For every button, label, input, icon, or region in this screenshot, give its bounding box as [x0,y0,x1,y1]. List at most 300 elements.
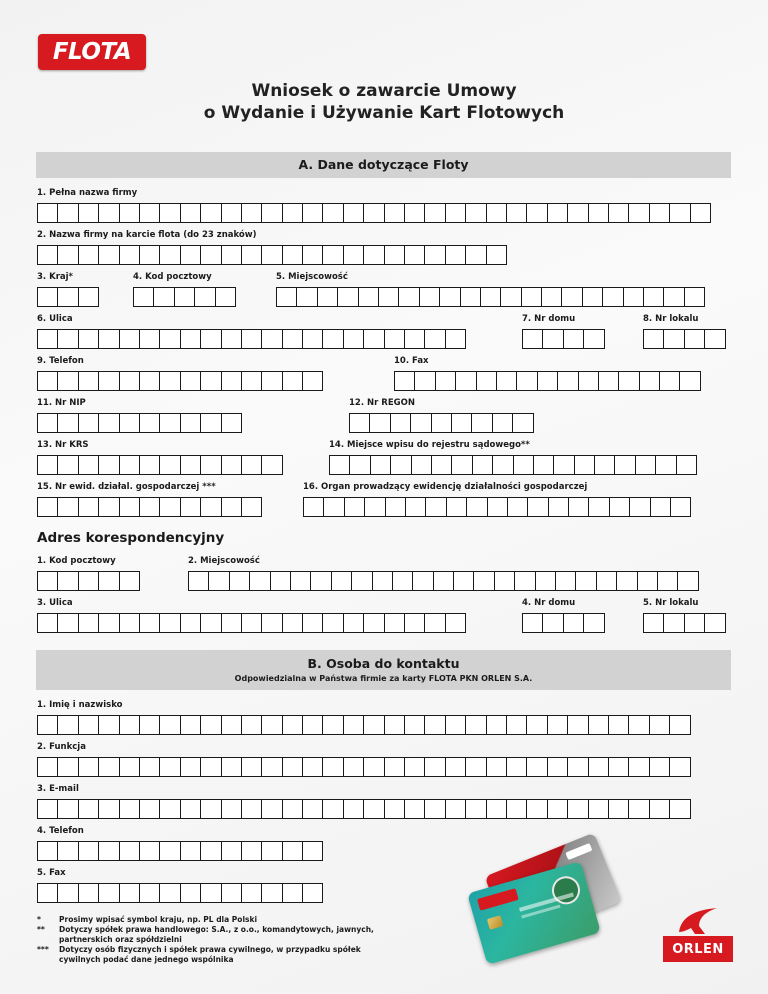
char-box[interactable] [282,757,303,777]
char-box[interactable] [37,883,58,903]
char-box[interactable] [261,757,282,777]
char-box[interactable] [486,203,507,223]
char-box[interactable] [98,455,119,475]
char-box[interactable] [180,413,201,433]
char-box[interactable] [643,287,664,307]
char-box[interactable] [57,841,78,861]
field-card-company-name[interactable] [37,245,507,265]
field-phone[interactable] [37,371,323,391]
char-box[interactable] [506,799,527,819]
char-box[interactable] [139,497,160,517]
char-box[interactable] [180,799,201,819]
char-box[interactable] [446,497,467,517]
char-box[interactable] [507,497,528,517]
char-box[interactable] [322,757,343,777]
char-box[interactable] [404,203,425,223]
char-box[interactable] [639,371,660,391]
char-box[interactable] [221,245,242,265]
char-box[interactable] [119,571,140,591]
char-box[interactable] [670,497,691,517]
char-box[interactable] [512,413,533,433]
char-box[interactable] [139,413,160,433]
char-box[interactable] [139,883,160,903]
char-box[interactable] [514,571,535,591]
char-box[interactable] [159,371,180,391]
char-box[interactable] [261,371,282,391]
field-krs[interactable] [37,455,283,475]
char-box[interactable] [78,613,99,633]
char-box[interactable] [602,287,623,307]
char-box[interactable] [659,371,680,391]
char-box[interactable] [78,287,99,307]
char-box[interactable] [500,287,521,307]
char-box[interactable] [98,841,119,861]
char-box[interactable] [343,329,364,349]
char-box[interactable] [486,715,507,735]
char-box[interactable] [568,497,589,517]
char-box[interactable] [139,757,160,777]
char-box[interactable] [404,613,425,633]
char-box[interactable] [241,329,262,349]
char-box[interactable] [221,371,242,391]
char-box[interactable] [159,883,180,903]
char-box[interactable] [526,715,547,735]
field-corr-house-number[interactable] [522,613,605,633]
char-box[interactable] [677,571,698,591]
char-box[interactable] [78,455,99,475]
char-box[interactable] [221,613,242,633]
field-registry-authority[interactable] [303,497,691,517]
char-box[interactable] [200,715,221,735]
char-box[interactable] [221,715,242,735]
char-box[interactable] [200,757,221,777]
char-box[interactable] [547,799,568,819]
char-box[interactable] [527,497,548,517]
char-box[interactable] [119,329,140,349]
char-box[interactable] [302,883,323,903]
char-box[interactable] [649,203,670,223]
field-contact-function[interactable] [37,757,691,777]
char-box[interactable] [37,413,58,433]
char-box[interactable] [453,571,474,591]
char-box[interactable] [78,413,99,433]
char-box[interactable] [390,455,411,475]
char-box[interactable] [451,413,472,433]
char-box[interactable] [567,715,588,735]
char-box[interactable] [594,455,615,475]
char-box[interactable] [445,203,466,223]
char-box[interactable] [690,203,711,223]
char-box[interactable] [425,497,446,517]
char-box[interactable] [241,497,262,517]
char-box[interactable] [369,413,390,433]
char-box[interactable] [513,455,534,475]
char-box[interactable] [669,757,690,777]
char-box[interactable] [282,371,303,391]
char-box[interactable] [221,203,242,223]
char-box[interactable] [159,497,180,517]
char-box[interactable] [537,371,558,391]
char-box[interactable] [343,245,364,265]
char-box[interactable] [547,203,568,223]
char-box[interactable] [343,715,364,735]
char-box[interactable] [241,841,262,861]
char-box[interactable] [200,841,221,861]
char-box[interactable] [618,371,639,391]
char-box[interactable] [331,571,352,591]
char-box[interactable] [98,799,119,819]
char-box[interactable] [180,455,201,475]
char-box[interactable] [588,715,609,735]
char-box[interactable] [221,841,242,861]
char-box[interactable] [302,841,323,861]
char-box[interactable] [221,329,242,349]
char-box[interactable] [588,497,609,517]
char-box[interactable] [649,715,670,735]
char-box[interactable] [78,841,99,861]
char-box[interactable] [455,371,476,391]
char-box[interactable] [492,413,513,433]
char-box[interactable] [159,841,180,861]
char-box[interactable] [78,757,99,777]
char-box[interactable] [567,799,588,819]
char-box[interactable] [302,245,323,265]
char-box[interactable] [37,497,58,517]
char-box[interactable] [37,613,58,633]
char-box[interactable] [261,715,282,735]
char-box[interactable] [684,287,705,307]
char-box[interactable] [261,841,282,861]
char-box[interactable] [608,715,629,735]
char-box[interactable] [506,715,527,735]
char-box[interactable] [404,757,425,777]
char-box[interactable] [384,613,405,633]
char-box[interactable] [37,799,58,819]
char-box[interactable] [78,371,99,391]
field-contact-phone[interactable] [37,841,323,861]
char-box[interactable] [410,413,431,433]
field-apartment-number[interactable] [643,329,726,349]
char-box[interactable] [655,455,676,475]
char-box[interactable] [404,245,425,265]
char-box[interactable] [57,203,78,223]
char-box[interactable] [302,203,323,223]
char-box[interactable] [322,715,343,735]
char-box[interactable] [465,799,486,819]
char-box[interactable] [329,455,350,475]
field-corr-street[interactable] [37,613,466,633]
char-box[interactable] [159,799,180,819]
char-box[interactable] [57,571,78,591]
char-box[interactable] [663,287,684,307]
char-box[interactable] [159,203,180,223]
char-box[interactable] [596,571,617,591]
char-box[interactable] [598,371,619,391]
char-box[interactable] [282,841,303,861]
char-box[interactable] [290,571,311,591]
char-box[interactable] [261,455,282,475]
char-box[interactable] [322,799,343,819]
char-box[interactable] [98,371,119,391]
char-box[interactable] [139,715,160,735]
char-box[interactable] [119,757,140,777]
char-box[interactable] [343,799,364,819]
char-box[interactable] [476,371,497,391]
char-box[interactable] [37,757,58,777]
char-box[interactable] [229,571,250,591]
char-box[interactable] [343,203,364,223]
char-box[interactable] [276,287,297,307]
char-box[interactable] [322,245,343,265]
char-box[interactable] [119,413,140,433]
char-box[interactable] [608,799,629,819]
char-box[interactable] [563,613,584,633]
char-box[interactable] [159,413,180,433]
char-box[interactable] [221,497,242,517]
char-box[interactable] [270,571,291,591]
char-box[interactable] [78,799,99,819]
char-box[interactable] [282,715,303,735]
char-box[interactable] [451,455,472,475]
char-box[interactable] [200,455,221,475]
char-box[interactable] [561,287,582,307]
char-box[interactable] [676,455,697,475]
char-box[interactable] [424,329,445,349]
char-box[interactable] [669,203,690,223]
char-box[interactable] [465,245,486,265]
char-box[interactable] [57,613,78,633]
char-box[interactable] [302,613,323,633]
char-box[interactable] [78,571,99,591]
char-box[interactable] [119,203,140,223]
char-box[interactable] [119,371,140,391]
char-box[interactable] [351,571,372,591]
char-box[interactable] [57,799,78,819]
char-box[interactable] [635,455,656,475]
char-box[interactable] [98,245,119,265]
char-box[interactable] [261,203,282,223]
char-box[interactable] [424,715,445,735]
char-box[interactable] [241,245,262,265]
char-box[interactable] [282,613,303,633]
char-box[interactable] [98,413,119,433]
char-box[interactable] [98,497,119,517]
char-box[interactable] [492,455,513,475]
char-box[interactable] [684,613,705,633]
char-box[interactable] [385,497,406,517]
char-box[interactable] [139,841,160,861]
char-box[interactable] [384,245,405,265]
char-box[interactable] [37,841,58,861]
char-box[interactable] [419,287,440,307]
char-box[interactable] [431,413,452,433]
char-box[interactable] [98,203,119,223]
char-box[interactable] [522,613,543,633]
char-box[interactable] [704,329,725,349]
char-box[interactable] [119,497,140,517]
char-box[interactable] [439,287,460,307]
char-box[interactable] [628,715,649,735]
char-box[interactable] [261,245,282,265]
char-box[interactable] [174,287,195,307]
char-box[interactable] [588,203,609,223]
char-box[interactable] [98,329,119,349]
char-box[interactable] [494,571,515,591]
char-box[interactable] [663,329,684,349]
char-box[interactable] [343,613,364,633]
char-box[interactable] [221,799,242,819]
char-box[interactable] [221,757,242,777]
field-corr-city[interactable] [188,571,699,591]
char-box[interactable] [578,371,599,391]
char-box[interactable] [424,245,445,265]
char-box[interactable] [649,757,670,777]
char-box[interactable] [563,329,584,349]
char-box[interactable] [628,203,649,223]
char-box[interactable] [384,799,405,819]
char-box[interactable] [78,329,99,349]
char-box[interactable] [98,571,119,591]
char-box[interactable] [200,799,221,819]
char-box[interactable] [486,799,507,819]
char-box[interactable] [486,757,507,777]
char-box[interactable] [542,329,563,349]
char-box[interactable] [480,287,501,307]
char-box[interactable] [526,799,547,819]
char-box[interactable] [628,757,649,777]
char-box[interactable] [378,287,399,307]
char-box[interactable] [78,715,99,735]
char-box[interactable] [548,497,569,517]
char-box[interactable] [542,613,563,633]
field-nip[interactable] [37,413,242,433]
char-box[interactable] [98,757,119,777]
char-box[interactable] [623,287,644,307]
char-box[interactable] [363,799,384,819]
char-box[interactable] [588,799,609,819]
char-box[interactable] [317,287,338,307]
char-box[interactable] [296,287,317,307]
char-box[interactable] [221,455,242,475]
char-box[interactable] [526,203,547,223]
char-box[interactable] [221,883,242,903]
char-box[interactable] [431,455,452,475]
char-box[interactable] [310,571,331,591]
char-box[interactable] [323,497,344,517]
char-box[interactable] [282,883,303,903]
char-box[interactable] [37,203,58,223]
char-box[interactable] [547,757,568,777]
char-box[interactable] [535,571,556,591]
char-box[interactable] [139,329,160,349]
char-box[interactable] [37,287,58,307]
char-box[interactable] [704,613,725,633]
char-box[interactable] [657,571,678,591]
char-box[interactable] [471,413,492,433]
char-box[interactable] [37,571,58,591]
char-box[interactable] [139,455,160,475]
char-box[interactable] [200,371,221,391]
char-box[interactable] [133,287,154,307]
char-box[interactable] [119,883,140,903]
char-box[interactable] [215,287,236,307]
char-box[interactable] [159,455,180,475]
char-box[interactable] [547,715,568,735]
char-box[interactable] [363,203,384,223]
char-box[interactable] [506,757,527,777]
char-box[interactable] [194,287,215,307]
field-city[interactable] [276,287,705,307]
char-box[interactable] [466,497,487,517]
char-box[interactable] [433,571,454,591]
char-box[interactable] [412,571,433,591]
char-box[interactable] [414,371,435,391]
char-box[interactable] [241,757,262,777]
char-box[interactable] [390,413,411,433]
char-box[interactable] [180,841,201,861]
char-box[interactable] [37,329,58,349]
char-box[interactable] [583,613,604,633]
char-box[interactable] [460,287,481,307]
char-box[interactable] [119,841,140,861]
char-box[interactable] [643,613,664,633]
char-box[interactable] [78,203,99,223]
char-box[interactable] [200,203,221,223]
char-box[interactable] [650,497,671,517]
field-contact-name[interactable] [37,715,691,735]
field-country[interactable] [37,287,99,307]
char-box[interactable] [445,757,466,777]
char-box[interactable] [557,371,578,391]
field-business-registry-number[interactable] [37,497,262,517]
char-box[interactable] [643,329,664,349]
char-box[interactable] [404,799,425,819]
char-box[interactable] [588,757,609,777]
char-box[interactable] [200,413,221,433]
char-box[interactable] [465,757,486,777]
char-box[interactable] [119,613,140,633]
char-box[interactable] [261,613,282,633]
char-box[interactable] [574,455,595,475]
char-box[interactable] [487,497,508,517]
char-box[interactable] [486,245,507,265]
char-box[interactable] [241,455,262,475]
char-box[interactable] [37,455,58,475]
char-box[interactable] [608,757,629,777]
char-box[interactable] [372,571,393,591]
char-box[interactable] [392,571,413,591]
char-box[interactable] [608,203,629,223]
char-box[interactable] [472,455,493,475]
char-box[interactable] [159,613,180,633]
char-box[interactable] [424,203,445,223]
char-box[interactable] [241,883,262,903]
char-box[interactable] [180,497,201,517]
char-box[interactable] [119,245,140,265]
char-box[interactable] [221,413,242,433]
char-box[interactable] [411,455,432,475]
field-postal-code[interactable] [133,287,236,307]
char-box[interactable] [533,455,554,475]
char-box[interactable] [180,883,201,903]
char-box[interactable] [302,799,323,819]
char-box[interactable] [445,329,466,349]
char-box[interactable] [684,329,705,349]
char-box[interactable] [522,329,543,349]
char-box[interactable] [303,497,324,517]
char-box[interactable] [159,245,180,265]
char-box[interactable] [241,371,262,391]
